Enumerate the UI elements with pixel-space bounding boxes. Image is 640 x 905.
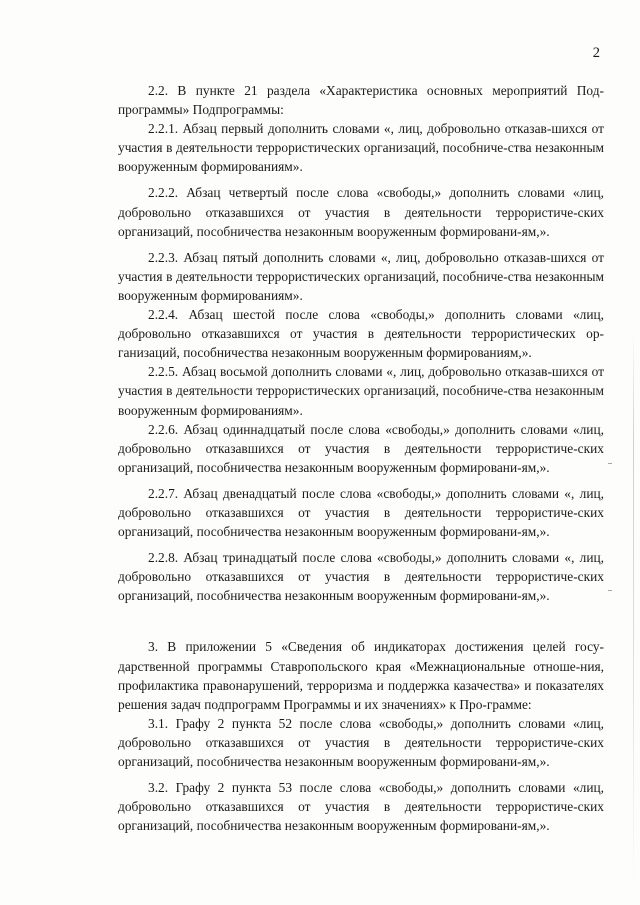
page-number: 2 xyxy=(592,45,600,61)
paragraph-3-2: 3.2. Графу 2 пункта 53 после слова «свободы,» дополнить словами «лиц, добровольно отказавшихся от участия в деятельности террористиче-ских организаций, пособничества незаконным вооруженным формировани-ям,». xyxy=(118,780,604,834)
document-body xyxy=(118,81,604,835)
paragraph-3-1: 3.1. Графу 2 пункта 52 после слова «свободы,» дополнить словами «лиц, добровольно отказавшихся от участия в деятельности террористиче-ских организаций, пособничества незаконным вооруженным формировани-ям,». xyxy=(118,715,604,769)
paragraph-2-2-4: 2.2.4. Абзац шестой после слова «свободы,» дополнить словами «лиц, добровольно отказавшихся от участия в деятельности террористических ор-ганизаций, пособничества незаконным вооруженным формированиям,». xyxy=(118,307,604,361)
paragraph-3: 3. В приложении 5 «Сведения об индикаторах достижения целей госу-дарственной программы Ставропольского края «Межнациональные отноше-ния, профилактика правонарушений, терроризма и поддержка казачества» и показателях решения задач подпрограмм Программы и их значениях» к Про-грамме: xyxy=(118,639,604,712)
paragraph-2-2-1: 2.2.1. Абзац первый дополнить словами «, лиц, добровольно отказав-шихся от участия в деятельности террористических организаций, пособниче-ства незаконным вооруженным формированиям». xyxy=(118,121,604,175)
paragraph-2-2-3: 2.2.3. Абзац пятый дополнить словами «, лиц, добровольно отказав-шихся от участия в деятельности террористических организаций, пособниче-ства незаконным вооруженным формированиям». xyxy=(118,249,604,303)
paragraph-2-2: 2.2. В пункте 21 раздела «Характеристика основных мероприятий Под-программы» Подпрограммы: xyxy=(118,83,604,118)
paragraph-2-2-8: 2.2.8. Абзац тринадцатый после слова «свободы,» дополнить словами «, лиц, добровольно отказавшихся от участия в деятельности террористиче-ских организаций, пособничества незаконным вооруженным формировани-ям,». xyxy=(118,550,604,604)
scan-edge-mark xyxy=(608,590,612,591)
scan-edge-line xyxy=(633,330,634,890)
paragraph-2-2-6: 2.2.6. Абзац одиннадцатый после слова «свободы,» дополнить словами «лиц, добровольно отказавшихся от участия в деятельности террористиче-ских организаций, пособничества незаконным вооруженным формировани-ям,». xyxy=(118,421,604,475)
paragraph-2-2-5: 2.2.5. Абзац восьмой дополнить словами «, лиц, добровольно отказав-шихся от участия в деятельности террористических организаций, пособниче-ства незаконным вооруженным формированиям». xyxy=(118,364,604,418)
paragraph-2-2-7: 2.2.7. Абзац двенадцатый после слова «свободы,» дополнить словами «, лиц, добровольно отказавшихся от участия в деятельности террористиче-ских организаций, пособничества незаконным вооруженным формировани-ям,». xyxy=(118,485,604,540)
paragraph-2-2-2: 2.2.2. Абзац четвертый после слова «свободы,» дополнить словами «лиц, добровольно отказавшихся от участия в деятельности террористиче-ских организаций, пособничества незаконным вооруженным формировани-ям,». xyxy=(118,185,604,239)
scan-edge-mark xyxy=(608,463,612,464)
